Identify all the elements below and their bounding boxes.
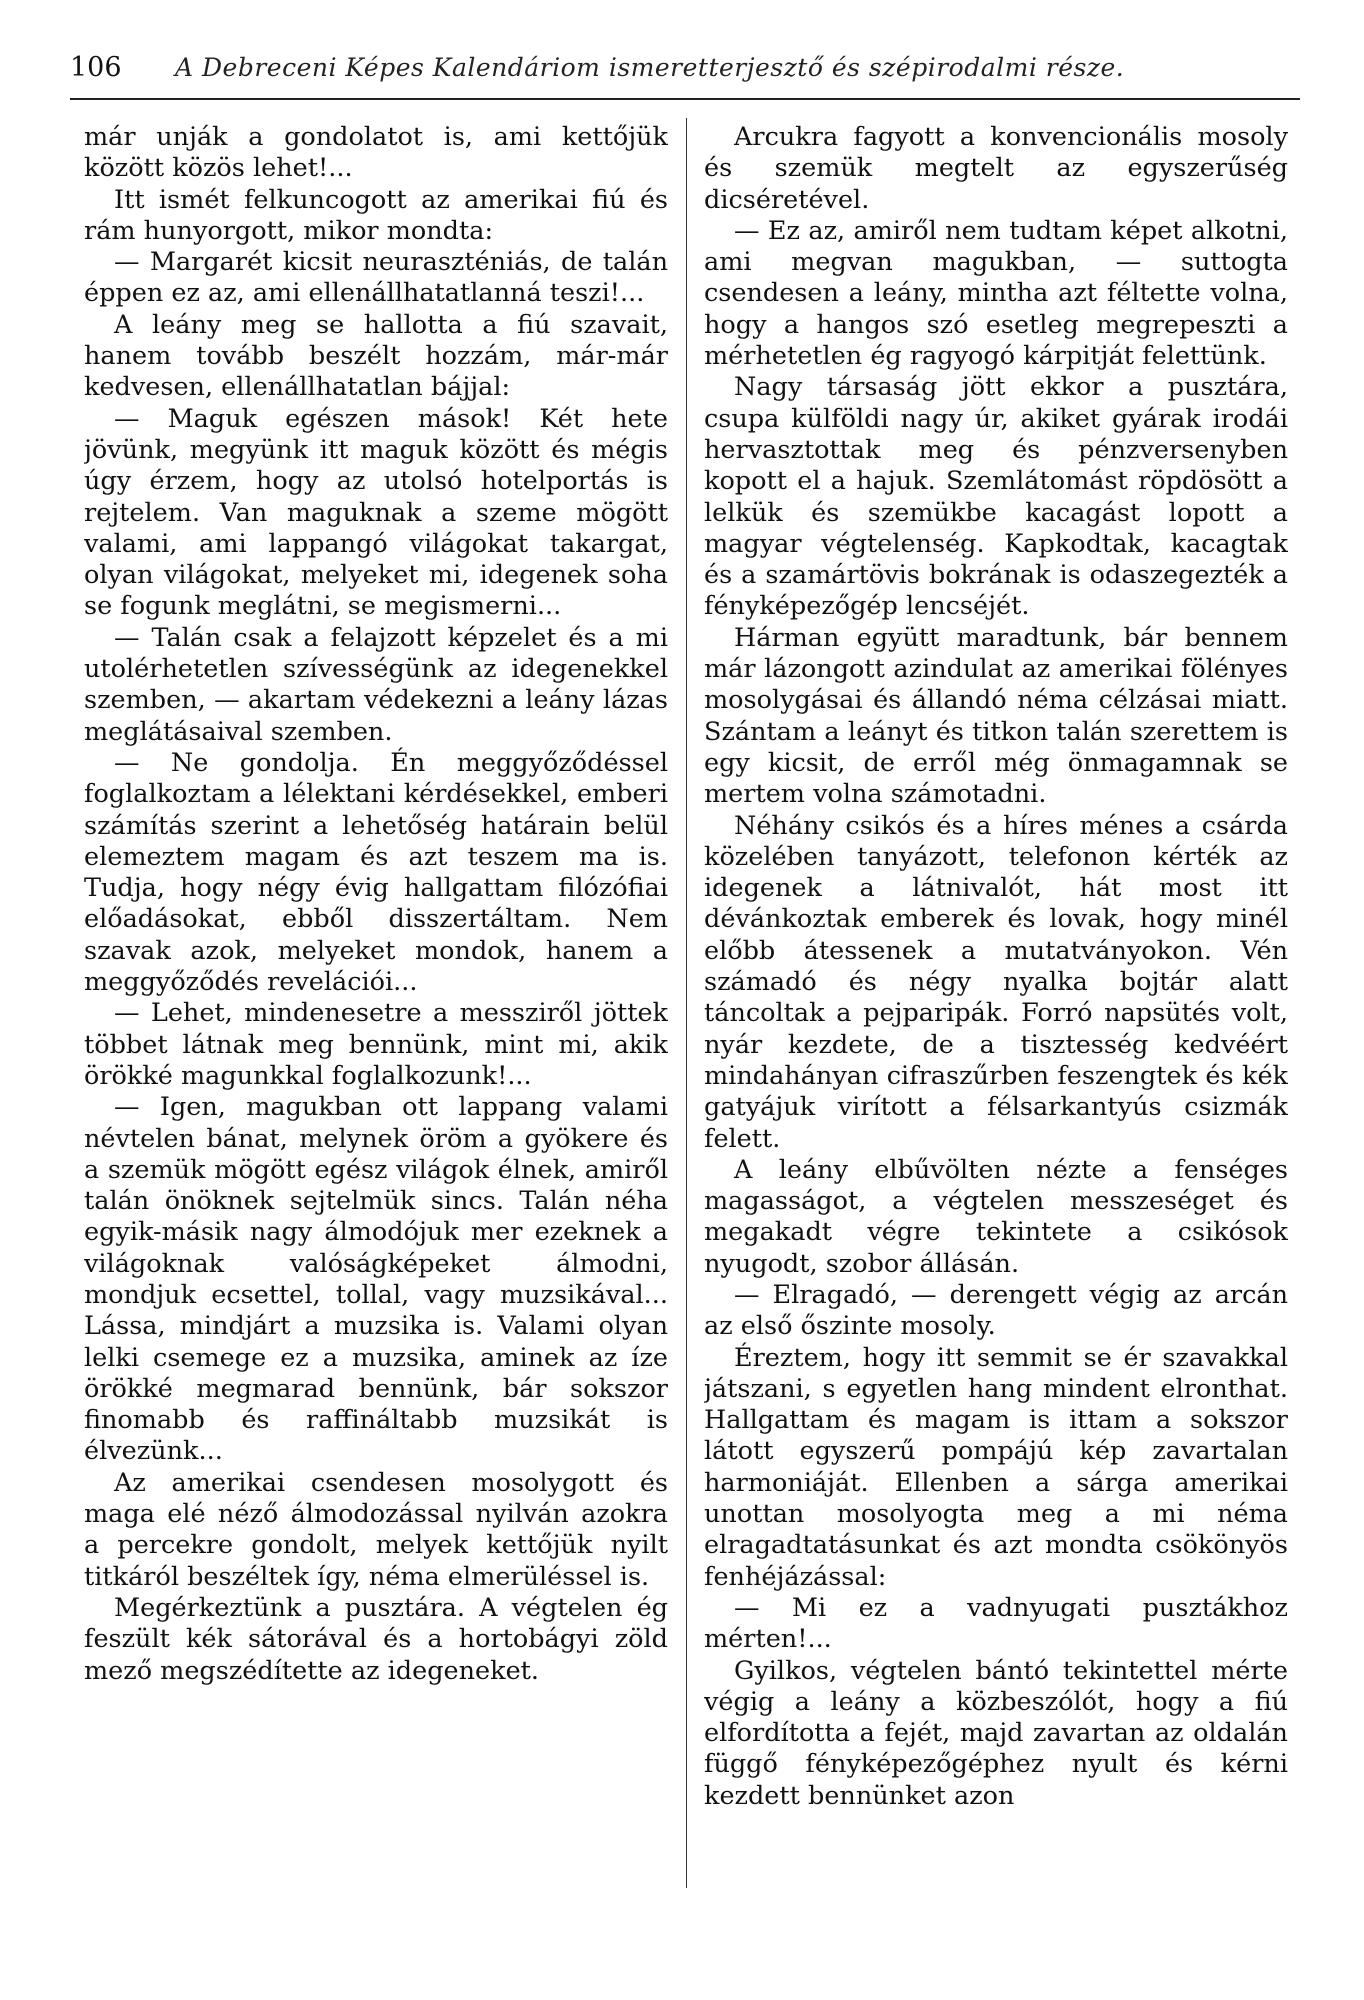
paragraph: — Mi ez a vadnyugati pusztákhoz mérten!... — [704, 1592, 1288, 1655]
paragraph: Itt ismét felkuncogott az amerikai fiú és rám hunyorgott, mikor mondta: — [84, 184, 668, 246]
paragraph: — Elragadó, — derengett végig az arcán az első őszinte mosoly. — [704, 1279, 1288, 1342]
right-column — [704, 122, 1288, 1952]
paragraph: Néhány csikós és a híres ménes a csárda közelében tanyázott, telefonon kérték az idegenek a látnivalót, hát most itt dévánkoztak emberek és lovak, hogy minél előbb átessenek a mutatványokon. Vén számadó és négy nyalka bojtár alatt táncoltak a pejparipák. Forró napsütés volt, nyár kezdete, de a tisztesség kedvéért mindahányan cifraszűrben feszengtek és kék gatyájuk virított a félsarkantyús csizmák felett. — [704, 810, 1288, 1154]
paragraph: Nagy társaság jött ekkor a pusztára, csupa külföldi nagy úr, akiket gyárak irodái hervasztottak meg és pénzversenyben kopott el a hajuk. Szemlátomást röpdösött a lelkük és szemükbe kacagást lopott a magyar végtelenség. Kapkodtak, kacagtak és a szamártövis bokrának is odaszegezték a fényképezőgép lencséjét. — [704, 372, 1288, 622]
paragraph: — Igen, magukban ott lappang valami névtelen bánat, melynek öröm a gyökere és a szemük mögött egész világok élnek, amiről talán önöknek sejtelmük sincs. Talán néha egyik-másik nagy álmodójuk mer ezeknek a világoknak valóságképeket álmodni, mondjuk ecsettel, tollal, vagy muzsikával... Lássa, mindjárt a muzsika is. Valami olyan lelki csemege ez a muzsika, aminek az íze örökké megmarad bennünk, bár sokszor finomabb és raffináltabb muzsikát is élvezünk... — [84, 1092, 668, 1467]
paragraph: — Ez az, amiről nem tudtam képet alkotni, ami megvan magukban, — suttogta csendesen a leány, mintha azt féltette volna, hogy a hangos szó esetleg megrepeszti a mérhetetlen ég ragyogó kárpitját felettünk. — [704, 215, 1288, 372]
paragraph: Hárman együtt maradtunk, bár bennem már lázongott azindulat az amerikai fölényes mosolygásai és állandó néma célzásai miatt. Szántam a leányt és titkon talán szerettem is egy kicsit, de erről még önmagamnak se mertem volna számotadni. — [704, 622, 1288, 810]
paragraph: — Lehet, mindenesetre a messziről jöttek többet látnak meg bennünk, mint mi, akik örökké magunkkal foglalkozunk!... — [84, 998, 668, 1091]
paragraph: már unják a gondolatot is, ami kettőjük között közös lehet!... — [84, 122, 668, 184]
running-title: A Debreceni Képes Kalendáriom ismeretterjesztő és szépirodalmi része. — [175, 53, 1125, 82]
paragraph: Az amerikai csendesen mosolygott és maga elé néző álmodozással nyilván azokra a percekre gondolt, melyek kettőjük nyilt titkáról beszéltek így, néma elmerüléssel is. — [84, 1467, 668, 1592]
paragraph: A leány meg se hallotta a fiú szavait, hanem tovább beszélt hozzám, már-már kedvesen, ellenállhatatlan bájjal: — [84, 309, 668, 403]
left-column — [84, 122, 668, 1952]
paragraph: — Talán csak a felajzott képzelet és a mi utolérhetetlen szívességünk az idegenekkel szemben, — akartam védekezni a leány lázas meglátásaival szemben. — [84, 622, 668, 747]
paragraph: — Margarét kicsit neuraszténiás, de talán éppen ez az, ami ellenállhatatlanná teszi!... — [84, 247, 668, 309]
column-divider — [686, 118, 687, 1888]
paragraph: Gyilkos, végtelen bántó tekintettel mérte végig a leány a közbeszólót, hogy a fiú elfordította a fejét, majd zavartan az oldalán függő fényképezőgéphez nyult és kérni kezdett bennünket azon — [704, 1655, 1288, 1811]
paragraph: Éreztem, hogy itt semmit se ér szavakkal játszani, s egyetlen hang mindent elronthat. Hallgattam és magam is ittam a sokszor látott egyszerű pompájú kép zavartalan harmoniáját. Ellenben a sárga amerikai unottan mosolyogta meg a mi néma elragadtatásunkat és azt mondta csökönyös fenhéjázással: — [704, 1342, 1288, 1592]
paragraph: Arcukra fagyott a konvencionális mosoly és szemük megtelt az egyszerűség dicséretével. — [704, 122, 1288, 215]
paragraph: Megérkeztünk a pusztára. A végtelen ég feszült kék sátorával és a hortobágyi zöld mező megszédítette az idegeneket. — [84, 1592, 668, 1686]
paragraph: — Ne gondolja. Én meggyőződéssel foglalkoztam a lélektani kérdésekkel, emberi számítás szerint a lehetőség határain belül elemeztem magam és azt teszem ma is. Tudja, hogy négy évig hallgattam filózófiai előadásokat, ebből disszertáltam. Nem szavak azok, melyeket mondok, hanem a meggyőződés revelációi... — [84, 747, 668, 998]
paragraph: A leány elbűvölten nézte a fenséges magasságot, a végtelen messzeséget és megakadt végre tekintete a csikósok nyugodt, szobor állásán. — [704, 1154, 1288, 1279]
page-number: 106 — [70, 52, 122, 83]
running-header — [70, 52, 1300, 100]
paragraph: — Maguk egészen mások! Két hete jövünk, megyünk itt maguk között és mégis úgy érzem, hogy az utolsó hotelportás is rejtelem. Van maguknak a szeme mögött valami, ami lappangó világokat takargat, olyan világokat, melyeket mi, idegenek soha se fogunk meglátni, se megismerni... — [84, 403, 668, 622]
